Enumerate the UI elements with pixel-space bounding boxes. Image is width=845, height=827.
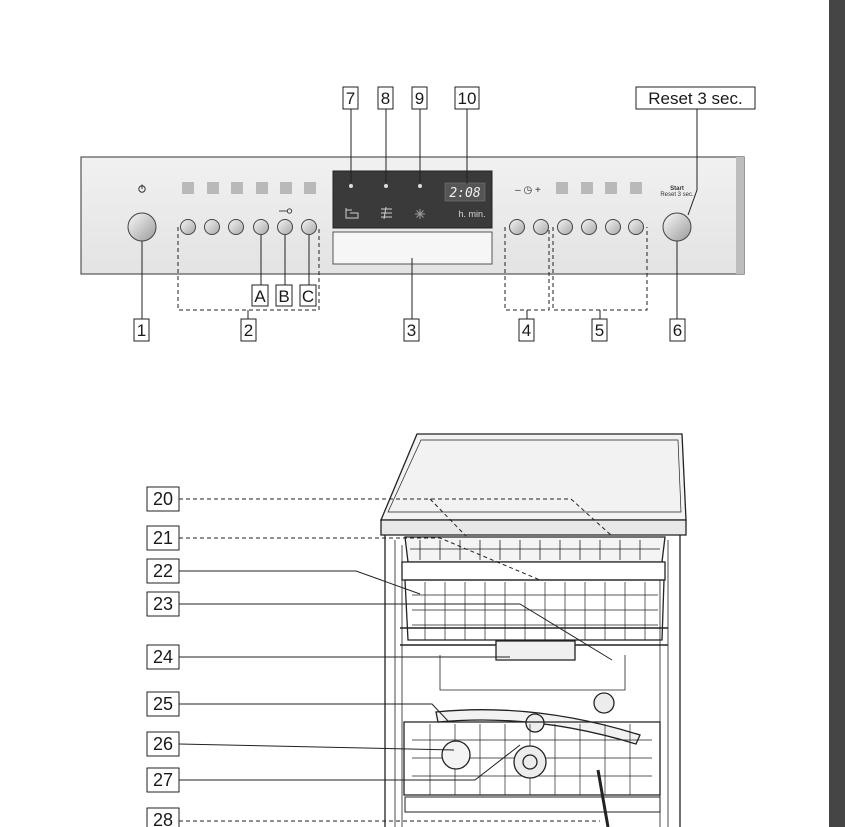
start-sub-label: Reset 3 sec. [660,192,694,198]
display-dot [384,184,388,188]
top-spray-nozzle [594,693,614,713]
timer-symbol: – ◷ + [515,185,541,196]
time-units: h. min. [458,209,486,219]
display-dot [418,184,422,188]
time-readout: 2:08 [449,186,481,201]
option-button[interactable] [629,220,644,235]
callout-8: 8 [380,89,391,108]
display-dot [349,184,353,188]
page-edge-bar [829,0,845,827]
callout-20: 20 [152,489,174,509]
program-button[interactable] [278,220,293,235]
worktop-lid [381,434,686,520]
program-button[interactable] [205,220,220,235]
callout-7: 7 [345,89,356,108]
program-button[interactable] [254,220,269,235]
cutlery-tray [405,537,665,562]
callout-22: 22 [152,561,174,581]
option-button[interactable] [606,220,621,235]
timer-minus-button[interactable] [510,220,525,235]
callout-4: 4 [521,321,532,340]
start-label: Start [670,186,684,192]
detergent-tab-tray [442,741,470,769]
callout-21: 21 [152,528,174,548]
program-button[interactable] [302,220,317,235]
salt-icon [415,209,425,219]
program-button[interactable] [229,220,244,235]
start-button[interactable] [663,213,691,241]
callout-27: 27 [152,770,174,790]
callout-26: 26 [152,734,174,754]
callout-3: 3 [406,321,417,340]
program-button[interactable] [181,220,196,235]
callout-28: 28 [152,810,174,827]
option-button[interactable] [558,220,573,235]
timer-plus-button[interactable] [534,220,549,235]
callout-25: 25 [152,694,174,714]
dishwasher-illustration [381,434,686,827]
callout-10: 10 [457,89,477,108]
control-panel [81,157,744,274]
option-button[interactable] [582,220,597,235]
letter-a: A [254,287,266,306]
filter-system [514,746,546,778]
callout-2: 2 [243,321,254,340]
rinse-aid-icon [381,207,392,219]
callout-23: 23 [152,594,174,614]
power-knob[interactable] [128,213,156,241]
callout-reset: Reset 3 sec. [648,89,743,108]
callout-5: 5 [594,321,605,340]
callout-6: 6 [672,321,683,340]
letter-b: B [278,287,290,306]
callout-1: 1 [136,321,147,340]
letter-c: C [301,287,315,306]
callout-9: 9 [414,89,425,108]
callout-24: 24 [152,647,174,667]
